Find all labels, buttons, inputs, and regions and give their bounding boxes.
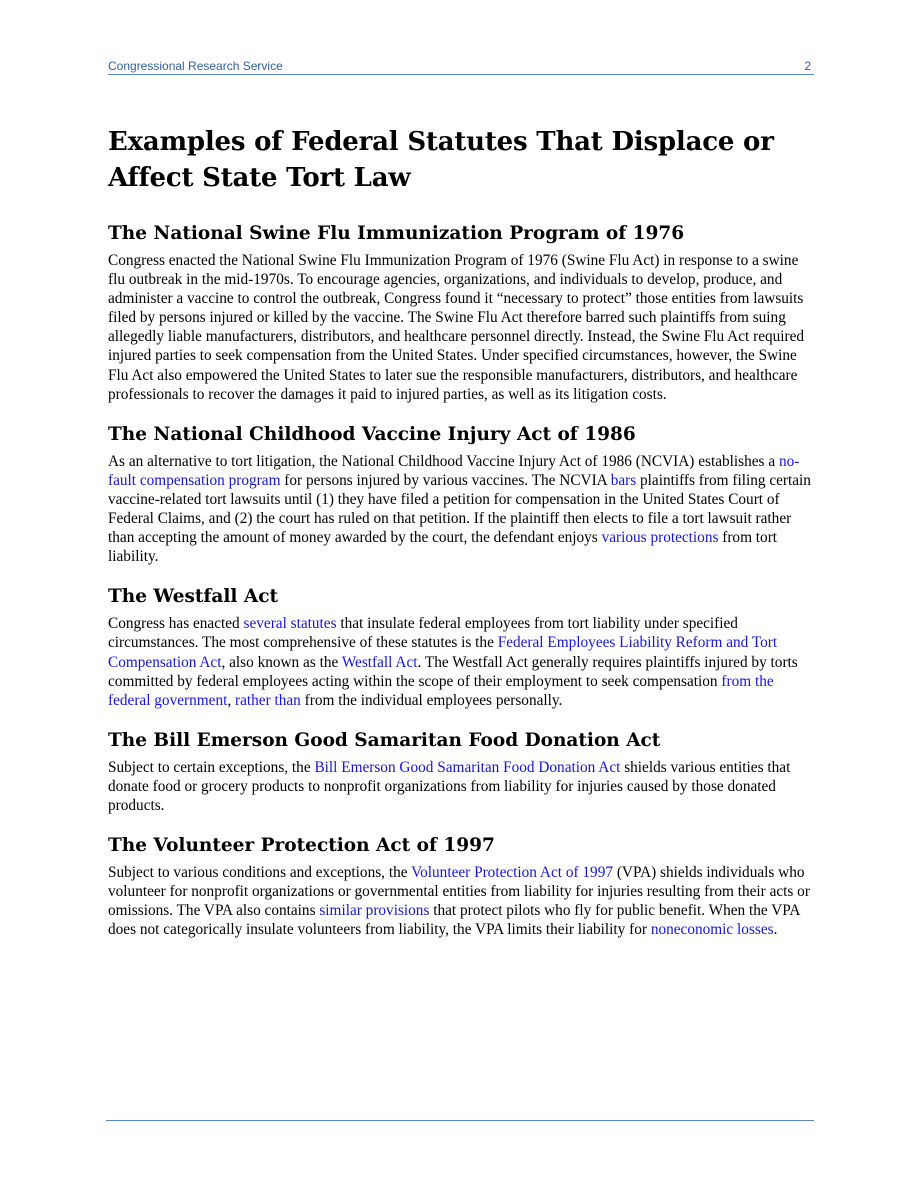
link-from-the-federal-government[interactable]: from the federal government — [108, 672, 774, 709]
section-heading-swine-flu: The National Swine Flu Immunization Program of 1976 — [108, 223, 685, 244]
section-heading-volunteer-protection: The Volunteer Protection Act of 1997 — [108, 835, 495, 857]
text-run: shields various entities that donate food or grocery products to nonprofit organizations from liability for injuries caused by those donated products. — [108, 758, 791, 814]
document-body — [108, 120, 814, 939]
link-noneconomic-losses[interactable]: noneconomic losses — [650, 921, 774, 939]
text-run: (VPA) shields individuals who volunteer for nonprofit organizations or governmental entities from liability for injuries resulting from their acts or omissions. The VPA also contains — [108, 864, 810, 920]
text-run: . — [773, 921, 778, 939]
section-paragraph-westfall — [108, 614, 814, 709]
link-westfall-act[interactable]: Westfall Act — [341, 653, 418, 671]
link-several-statutes[interactable]: several statutes — [243, 615, 337, 633]
link-no-fault-compensation-program[interactable]: no-fault compensation program — [108, 452, 800, 489]
header-page-number: 2 — [804, 59, 811, 73]
text-run: , — [227, 691, 235, 709]
section-paragraph-ncvia — [108, 452, 814, 567]
text-run: from the individual employees personally. — [300, 691, 563, 709]
section-heading-ncvia: The National Childhood Vaccine Injury Act of 1986 — [108, 423, 636, 445]
section-paragraph-food-donation — [108, 758, 814, 815]
text-run: . The Westfall Act generally requires plaintiffs injured by torts committed by federal employees acting within the scope of their employment to seek compensation — [108, 653, 798, 690]
text-run: that insulate federal employees from tort liability under specified circumstances. The most comprehensive of these statutes is the — [108, 615, 738, 652]
link-various-protections[interactable]: various protections — [601, 529, 719, 547]
link-bars[interactable]: bars — [610, 471, 637, 489]
footer-divider — [106, 1120, 814, 1121]
page-title: Examples of Federal Statutes That Displace or Affect State Tort Law — [108, 127, 774, 193]
link-rather-than[interactable]: rather than — [235, 691, 301, 709]
text-run: that protect pilots who fly for public benefit. When the VPA does not categorically insulate volunteers from liability, the VPA limits their liability for — [108, 902, 800, 939]
section-paragraph-volunteer-protection — [108, 863, 814, 939]
text-run: plaintiffs from filing certain vaccine-related tort lawsuits until (1) they have filed a petition for compensation in the United States Court of Federal Claims, and (2) the court has ruled on that petition. If the plaintiff then elects to file a tort lawsuit rather than accepting the amount of money awarded by the court, the defendant enjoys — [108, 471, 811, 547]
text-run: for persons injured by various vaccines. The NCVIA — [280, 471, 611, 489]
link-volunteer-protection-act[interactable]: Volunteer Protection Act of 1997 — [411, 864, 614, 882]
section-paragraph-swine-flu: Congress enacted the National Swine Flu Immunization Program of 1976 (Swine Flu Act) in response to a swine flu outbreak in the mid-1970s. To encourage agencies, organizations, and individuals to develop, produce, and administer a vaccine to control the outbreak, Congress found it “necessary to protect” those entities from lawsuits filed by persons injured or killed by the vaccine. The Swine Flu Act therefore barred such plaintiffs from suing allegedly liable manufacturers, distributors, and healthcare personnel directly. Instead, the Swine Flu Act required injured parties to seek compensation from the United States. Under specified circumstances, however, the Swine Flu Act also empowered the United States to later sue the responsible manufacturers, distributors, and healthcare professionals to recover the damages it paid to injured parties, as well as its litigation costs. — [108, 252, 805, 403]
text-run: from tort liability. — [108, 529, 778, 566]
section-heading-food-donation: The Bill Emerson Good Samaritan Food Donation Act — [108, 729, 661, 751]
text-run: Congress has enacted — [108, 615, 244, 633]
header-org-name: Congressional Research Service — [108, 59, 283, 73]
text-run: , also known as the — [221, 653, 342, 671]
running-header — [108, 58, 813, 74]
text-run: Subject to various conditions and exceptions, the — [108, 864, 412, 882]
header-divider — [108, 74, 814, 75]
text-run: Subject to certain exceptions, the — [108, 758, 315, 776]
link-fel-reform-act[interactable]: Federal Employees Liability Reform and Tort Compensation Act — [108, 634, 778, 671]
text-run: As an alternative to tort litigation, the National Childhood Vaccine Injury Act of 1986 (NCVIA) establishes a — [108, 452, 779, 470]
link-good-samaritan-act[interactable]: Bill Emerson Good Samaritan Food Donation Act — [314, 758, 621, 776]
link-similar-provisions[interactable]: similar provisions — [319, 902, 430, 920]
section-heading-westfall: The Westfall Act — [108, 586, 279, 608]
